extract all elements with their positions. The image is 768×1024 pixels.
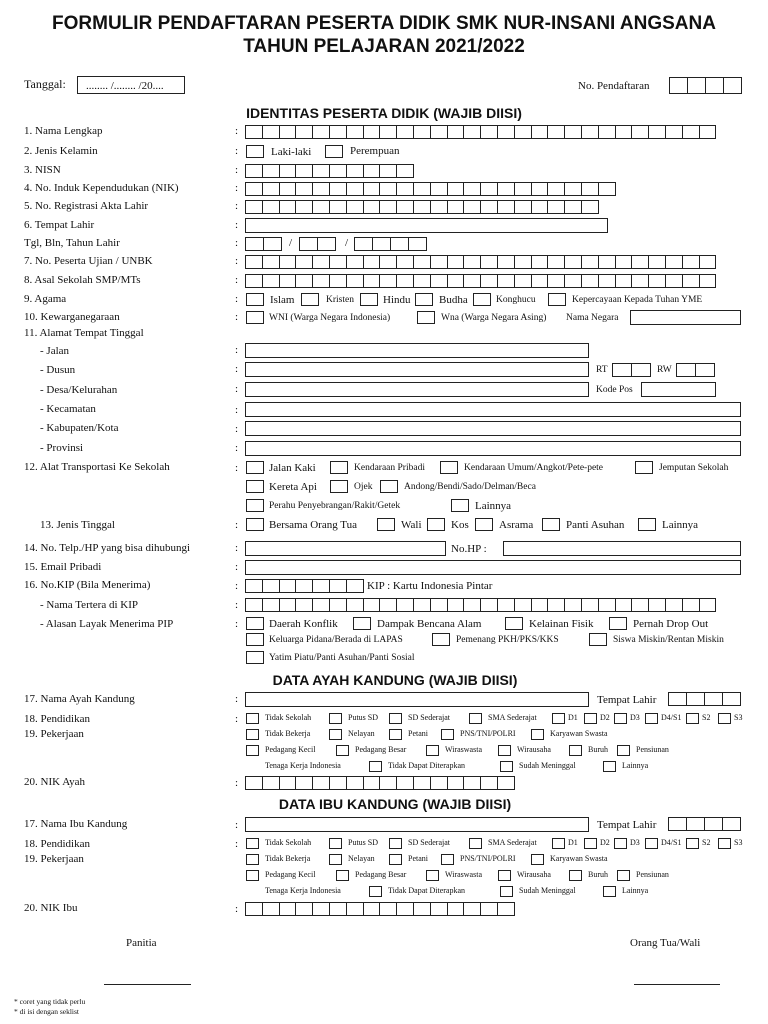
ayah-option-petani: Petani: [408, 729, 428, 738]
checkbox-yatim[interactable]: [246, 651, 264, 664]
colon: :: [235, 819, 239, 831]
option-asrama: Asrama: [499, 519, 534, 531]
label-alamat: 11. Alamat Tempat Tinggal: [24, 327, 144, 339]
label-kewarganegaraan: 10. Kewarganegaraan: [24, 311, 120, 323]
ibu-option-putus-sd: Putus SD: [348, 838, 379, 847]
ayah-option-putus-sd: Putus SD: [348, 713, 379, 722]
footnote-1: * coret yang tidak perlu: [14, 997, 86, 1006]
ibu-option-wiraswasta: Wiraswasta: [445, 870, 482, 879]
ayah-checkbox-pedagang-kecil[interactable]: [246, 745, 259, 756]
checkbox-jemputan[interactable]: [635, 461, 653, 474]
colon: :: [235, 311, 239, 323]
ibu-checkbox-d2[interactable]: [584, 838, 597, 849]
ayah-option-wirausaha: Wirausaha: [517, 745, 551, 754]
checkbox-laki[interactable]: [246, 145, 264, 158]
ibu-checkbox-nelayan[interactable]: [329, 854, 342, 865]
ibu-option-tki: Tenaga Kerja Indonesia: [265, 886, 341, 895]
label-alasan-pip: - Alasan Layak Menerima PIP: [40, 618, 174, 630]
kecamatan-field[interactable]: [245, 402, 741, 417]
ayah-checkbox-pedagang-besar[interactable]: [336, 745, 349, 756]
label-no-hp: No.HP :: [451, 543, 487, 555]
colon: :: [235, 519, 239, 531]
kode-pos-field[interactable]: [641, 382, 716, 397]
ayah-option-d3: D3: [630, 713, 640, 722]
ayah-checkbox-d2[interactable]: [584, 713, 597, 724]
option-wna: Wna (Warga Negara Asing): [441, 313, 547, 323]
label-kip: 16. No.KIP (Bila Menerima): [24, 579, 151, 591]
label-nama-ibu: 17. Nama Ibu Kandung: [24, 818, 128, 830]
label-nama: 1. Nama Lengkap: [24, 125, 103, 137]
ibu-option-pedagang-kecil: Pedagang Kecil: [265, 870, 316, 879]
ibu-option-s3: S3: [734, 838, 743, 847]
nik-ibu-grid[interactable]: [245, 902, 514, 916]
label-nisn: 3. NISN: [24, 164, 61, 176]
bln-grid[interactable]: [299, 237, 335, 251]
ayah-checkbox-d1[interactable]: [552, 713, 565, 724]
no-pendaftaran-grid[interactable]: [669, 77, 741, 94]
colon: :: [235, 182, 239, 194]
ibu-checkbox-pensiunan[interactable]: [617, 870, 630, 881]
colon: :: [235, 693, 239, 705]
option-wni: WNI (Warga Negara Indonesia): [269, 313, 391, 323]
ayah-checkbox-wiraswasta[interactable]: [426, 745, 439, 756]
nama-ayah-field[interactable]: [245, 692, 589, 707]
rt-grid[interactable]: [612, 363, 650, 377]
ibu-checkbox-tidak-bekerja[interactable]: [246, 854, 259, 865]
label-kecamatan: - Kecamatan: [40, 403, 96, 415]
colon: :: [235, 423, 239, 435]
colon: :: [235, 777, 239, 789]
option-kereta: Kereta Api: [269, 481, 317, 493]
ayah-option-s2: S2: [702, 713, 711, 722]
checkbox-kereta[interactable]: [246, 480, 264, 493]
ibu-option-d1: D1: [568, 838, 578, 847]
footnote-2: * di isi dengan seklist: [14, 1007, 79, 1016]
ibu-option-pns: PNS/TNI/POLRI: [460, 854, 516, 863]
ayah-option-tidak-bekerja: Tidak Bekerja: [265, 729, 311, 738]
signature-panitia-label: Panitia: [126, 937, 157, 949]
ayah-checkbox-putus-sd[interactable]: [329, 713, 342, 724]
ayah-checkbox-pensiunan[interactable]: [617, 745, 630, 756]
label-tgl-lahir: Tgl, Bln, Tahun Lahir: [24, 237, 120, 249]
checkbox-wna[interactable]: [417, 311, 435, 324]
tanggal-value: ........ /........ /20....: [86, 80, 164, 92]
unbk-grid[interactable]: [245, 255, 715, 269]
option-perahu: Perahu Penyebrangan/Rakit/Getek: [269, 501, 401, 511]
ibu-option-pedagang-besar: Pedagang Besar: [355, 870, 407, 879]
option-lapas: Keluarga Pidana/Berada di LAPAS: [269, 635, 403, 645]
colon: :: [235, 145, 239, 157]
ibu-checkbox-d1[interactable]: [552, 838, 565, 849]
ibu-option-swasta: Karyawan Swasta: [550, 854, 608, 863]
checkbox-miskin[interactable]: [589, 633, 607, 646]
ibu-checkbox-pns[interactable]: [441, 854, 454, 865]
option-konghucu: Konghucu: [496, 295, 536, 305]
colon: :: [235, 293, 239, 305]
checkbox-kos[interactable]: [427, 518, 445, 531]
tempat-lahir-ibu-grid[interactable]: [668, 817, 740, 831]
label-desa: - Desa/Kelurahan: [40, 384, 118, 396]
label-agama: 9. Agama: [24, 293, 67, 305]
email-field[interactable]: [245, 560, 741, 575]
telp-field[interactable]: [245, 541, 446, 556]
asal-sekolah-grid[interactable]: [245, 274, 715, 288]
tempat-lahir-ayah-grid[interactable]: [668, 692, 740, 706]
label-jalan: - Jalan: [40, 345, 70, 357]
colon: :: [235, 237, 239, 249]
section-ayah: DATA AYAH KANDUNG (WAJIB DIISI): [272, 672, 518, 688]
option-daerah-konflik: Daerah Konflik: [269, 618, 338, 630]
checkbox-andong[interactable]: [380, 480, 398, 493]
option-pkh: Pemenang PKH/PKS/KKS: [456, 635, 559, 645]
signature-line-panitia: [104, 984, 191, 985]
ayah-checkbox-wirausaha[interactable]: [498, 745, 511, 756]
tgl-grid[interactable]: [245, 237, 281, 251]
ibu-option-d3: D3: [630, 838, 640, 847]
ayah-checkbox-nelayan[interactable]: [329, 729, 342, 740]
ibu-option-d2: D2: [600, 838, 610, 847]
colon: :: [235, 542, 239, 554]
ayah-checkbox-tidak-sekolah[interactable]: [246, 713, 259, 724]
jalan-field[interactable]: [245, 343, 589, 358]
label-rt: RT: [596, 365, 608, 375]
label-asal-sekolah: 8. Asal Sekolah SMP/MTs: [24, 274, 141, 286]
checkbox-kendaraan-pribadi[interactable]: [330, 461, 348, 474]
ibu-checkbox-buruh[interactable]: [569, 870, 582, 881]
section-identitas: IDENTITAS PESERTA DIDIK (WAJIB DIISI): [246, 105, 522, 121]
option-bersama-ortu: Bersama Orang Tua: [269, 519, 357, 531]
no-hp-field[interactable]: [503, 541, 741, 556]
option-perempuan: Perempuan: [350, 145, 400, 157]
signature-line-ortu: [634, 984, 720, 985]
label-nik: 4. No. Induk Kependudukan (NIK): [24, 182, 179, 194]
ayah-checkbox-petani[interactable]: [389, 729, 402, 740]
label-transportasi: 12. Alat Transportasi Ke Sekolah: [24, 461, 170, 473]
label-nik-ibu: 20. NIK Ibu: [24, 902, 78, 914]
ayah-checkbox-lainnya[interactable]: [603, 761, 616, 772]
option-tinggal-lainnya: Lainnya: [662, 519, 699, 531]
checkbox-perempuan[interactable]: [325, 145, 343, 158]
ibu-checkbox-sma[interactable]: [469, 838, 482, 849]
ibu-option-meninggal: Sudah Meninggal: [519, 886, 576, 895]
checkbox-islam[interactable]: [246, 293, 264, 306]
ibu-option-tidak-dapat: Tidak Dapat Diterapkan: [388, 886, 466, 895]
label-akta: 5. No. Registrasi Akta Lahir: [24, 200, 149, 212]
ibu-checkbox-swasta[interactable]: [531, 854, 544, 865]
ibu-checkbox-wirausaha[interactable]: [498, 870, 511, 881]
ibu-checkbox-putus-sd[interactable]: [329, 838, 342, 849]
ibu-option-d4s1: D4/S1: [661, 838, 682, 847]
option-drop-out: Pernah Drop Out: [633, 618, 709, 630]
akta-grid[interactable]: [245, 200, 598, 214]
label-jenis-tinggal: 13. Jenis Tinggal: [40, 519, 115, 531]
section-ibu: DATA IBU KANDUNG (WAJIB DIISI): [278, 796, 512, 812]
colon: :: [235, 383, 239, 395]
ayah-checkbox-sma[interactable]: [469, 713, 482, 724]
label-telp: 14. No. Telp./HP yang bisa dihubungi: [24, 542, 191, 554]
nisn-grid[interactable]: [245, 164, 413, 178]
ayah-checkbox-buruh[interactable]: [569, 745, 582, 756]
ayah-option-meninggal: Sudah Meninggal: [519, 761, 576, 770]
checkbox-lapas[interactable]: [246, 633, 264, 646]
colon: :: [235, 164, 239, 176]
colon: :: [235, 344, 239, 356]
ibu-checkbox-d4s1[interactable]: [645, 838, 658, 849]
label-tempat-lahir: 6. Tempat Lahir: [24, 219, 95, 231]
colon: :: [235, 838, 239, 850]
label-nama-ayah: 17. Nama Ayah Kandung: [24, 693, 135, 705]
label-email: 15. Email Pribadi: [24, 561, 102, 573]
checkbox-budha[interactable]: [415, 293, 433, 306]
ayah-option-pns: PNS/TNI/POLRI: [460, 729, 516, 738]
ayah-checkbox-d3[interactable]: [614, 713, 627, 724]
label-pekerjaan-ibu: 19. Pekerjaan: [24, 853, 84, 865]
checkbox-wali[interactable]: [377, 518, 395, 531]
label-nama-kip: - Nama Tertera di KIP: [40, 599, 138, 611]
checkbox-asrama[interactable]: [475, 518, 493, 531]
checkbox-ojek[interactable]: [330, 480, 348, 493]
colon: :: [235, 255, 239, 267]
option-jemputan: Jemputan Sekolah: [659, 463, 729, 473]
option-kelainan-fisik: Kelainan Fisik: [529, 618, 594, 630]
colon: :: [235, 561, 239, 573]
provinsi-field[interactable]: [245, 441, 741, 456]
option-hindu: Hindu: [383, 294, 411, 306]
ibu-checkbox-wiraswasta[interactable]: [426, 870, 439, 881]
ayah-option-lainnya: Lainnya: [622, 761, 649, 770]
ibu-checkbox-tidak-sekolah[interactable]: [246, 838, 259, 849]
checkbox-drop-out[interactable]: [609, 617, 627, 630]
nama-kip-grid[interactable]: [245, 598, 715, 612]
ibu-option-pensiunan: Pensiunan: [636, 870, 669, 879]
dusun-field[interactable]: [245, 362, 589, 377]
ayah-option-wiraswasta: Wiraswasta: [445, 745, 482, 754]
colon: :: [235, 200, 239, 212]
checkbox-hindu[interactable]: [360, 293, 378, 306]
ayah-checkbox-tidak-dapat[interactable]: [369, 761, 382, 772]
kabupaten-field[interactable]: [245, 421, 741, 436]
label-jenis-kelamin: 2. Jenis Kelamin: [24, 145, 98, 157]
option-wali: Wali: [401, 519, 422, 531]
label-tempat-lahir-ayah: Tempat Lahir: [597, 694, 657, 706]
ayah-checkbox-s2[interactable]: [686, 713, 699, 724]
ayah-option-pensiunan: Pensiunan: [636, 745, 669, 754]
thn-grid[interactable]: [354, 237, 426, 251]
ibu-checkbox-s2[interactable]: [686, 838, 699, 849]
ayah-option-d2: D2: [600, 713, 610, 722]
ibu-checkbox-meninggal[interactable]: [500, 886, 513, 897]
option-transport-lainnya: Lainnya: [475, 500, 512, 512]
colon: :: [235, 713, 239, 725]
ibu-checkbox-pedagang-besar[interactable]: [336, 870, 349, 881]
desa-field[interactable]: [245, 382, 589, 397]
option-kepercayaan: Kepercayaan Kepada Tuhan YME: [572, 295, 703, 305]
ayah-checkbox-pns[interactable]: [441, 729, 454, 740]
ayah-option-buruh: Buruh: [588, 745, 608, 754]
colon: :: [235, 274, 239, 286]
ayah-checkbox-swasta[interactable]: [531, 729, 544, 740]
ibu-checkbox-tidak-dapat[interactable]: [369, 886, 382, 897]
ibu-option-sd: SD Sederajat: [408, 838, 450, 847]
ibu-checkbox-s3[interactable]: [718, 838, 731, 849]
checkbox-kendaraan-umum[interactable]: [440, 461, 458, 474]
option-kos: Kos: [451, 519, 469, 531]
tanggal-field[interactable]: [77, 76, 185, 94]
label-nik-ayah: 20. NIK Ayah: [24, 776, 86, 788]
ayah-option-s3: S3: [734, 713, 743, 722]
colon: :: [235, 219, 239, 231]
ayah-option-d4s1: D4/S1: [661, 713, 682, 722]
form-title-line1: FORMULIR PENDAFTARAN PESERTA DIDIK SMK NUR-INSANI ANGSANA: [52, 13, 716, 34]
label-nama-negara: Nama Negara: [566, 313, 619, 323]
ibu-checkbox-pedagang-kecil[interactable]: [246, 870, 259, 881]
ibu-option-tidak-sekolah: Tidak Sekolah: [265, 838, 312, 847]
option-kristen: Kristen: [326, 295, 354, 305]
ayah-option-tidak-sekolah: Tidak Sekolah: [265, 713, 312, 722]
option-jalan-kaki: Jalan Kaki: [269, 462, 316, 474]
ayah-option-d1: D1: [568, 713, 578, 722]
option-panti: Panti Asuhan: [566, 519, 625, 531]
option-andong: Andong/Bendi/Sado/Delman/Beca: [404, 482, 536, 492]
label-rw: RW: [657, 365, 672, 375]
ibu-option-nelayan: Nelayan: [348, 854, 375, 863]
label-pekerjaan-ayah: 19. Pekerjaan: [24, 728, 84, 740]
ayah-checkbox-tidak-bekerja[interactable]: [246, 729, 259, 740]
colon: :: [235, 462, 239, 474]
ayah-option-sma: SMA Sederajat: [488, 713, 537, 722]
option-miskin: Siswa Miskin/Rentan Miskin: [613, 635, 724, 645]
label-unbk: 7. No. Peserta Ujian / UNBK: [24, 255, 153, 267]
checkbox-kelainan-fisik[interactable]: [505, 617, 523, 630]
ayah-checkbox-meninggal[interactable]: [500, 761, 513, 772]
slash: /: [345, 237, 349, 249]
colon: :: [235, 599, 239, 611]
ayah-option-tki: Tenaga Kerja Indonesia: [265, 761, 341, 770]
ayah-checkbox-sd[interactable]: [389, 713, 402, 724]
nik-ayah-grid[interactable]: [245, 776, 514, 790]
checkbox-tinggal-lainnya[interactable]: [638, 518, 656, 531]
tanggal-label: Tanggal:: [24, 77, 66, 91]
no-pendaftaran-label: No. Pendaftaran: [578, 80, 650, 92]
label-tempat-lahir-ibu: Tempat Lahir: [597, 819, 657, 831]
ibu-option-tidak-bekerja: Tidak Bekerja: [265, 854, 311, 863]
option-kendaraan-pribadi: Kendaraan Pribadi: [354, 463, 425, 473]
checkbox-pkh[interactable]: [432, 633, 450, 646]
label-pendidikan-ibu: 18. Pendidikan: [24, 838, 90, 850]
kip-note: KIP : Kartu Indonesia Pintar: [367, 580, 493, 592]
nama-ibu-field[interactable]: [245, 817, 589, 832]
checkbox-daerah-konflik[interactable]: [246, 617, 264, 630]
ayah-option-pedagang-besar: Pedagang Besar: [355, 745, 407, 754]
option-laki: Laki-laki: [271, 146, 312, 158]
checkbox-bersama-ortu[interactable]: [246, 518, 264, 531]
colon: :: [235, 125, 239, 137]
option-islam: Islam: [270, 294, 295, 306]
option-budha: Budha: [439, 294, 468, 306]
checkbox-transport-lainnya[interactable]: [451, 499, 469, 512]
colon: :: [235, 404, 239, 416]
ibu-option-sma: SMA Sederajat: [488, 838, 537, 847]
ibu-option-s2: S2: [702, 838, 711, 847]
ibu-option-wirausaha: Wirausaha: [517, 870, 551, 879]
ayah-checkbox-s3[interactable]: [718, 713, 731, 724]
form-title-line2: TAHUN PELAJARAN 2021/2022: [243, 36, 525, 57]
ibu-checkbox-sd[interactable]: [389, 838, 402, 849]
kip-grid[interactable]: [245, 579, 363, 593]
nama-grid[interactable]: [245, 125, 715, 139]
rw-grid[interactable]: [676, 363, 714, 377]
checkbox-konghucu[interactable]: [473, 293, 491, 306]
ayah-option-swasta: Karyawan Swasta: [550, 729, 608, 738]
checkbox-perahu[interactable]: [246, 499, 264, 512]
checkbox-kepercayaan[interactable]: [548, 293, 566, 306]
ibu-option-petani: Petani: [408, 854, 428, 863]
ibu-option-buruh: Buruh: [588, 870, 608, 879]
option-ojek: Ojek: [354, 482, 373, 492]
label-pendidikan-ayah: 18. Pendidikan: [24, 713, 90, 725]
slash: /: [289, 237, 293, 249]
colon: :: [235, 618, 239, 630]
checkbox-jalan-kaki[interactable]: [246, 461, 264, 474]
option-yatim: Yatim Piatu/Panti Asuhan/Panti Sosial: [269, 653, 415, 663]
signature-ortu-label: Orang Tua/Wali: [630, 937, 701, 949]
ibu-option-lainnya: Lainnya: [622, 886, 649, 895]
ibu-checkbox-lainnya[interactable]: [603, 886, 616, 897]
label-provinsi: - Provinsi: [40, 442, 84, 454]
colon: :: [235, 442, 239, 454]
checkbox-bencana[interactable]: [353, 617, 371, 630]
ayah-option-pedagang-kecil: Pedagang Kecil: [265, 745, 316, 754]
nik-grid[interactable]: [245, 182, 615, 196]
colon: :: [235, 363, 239, 375]
option-kendaraan-umum: Kendaraan Umum/Angkot/Pete-pete: [464, 463, 604, 473]
label-kode-pos: Kode Pos: [596, 385, 633, 395]
ibu-checkbox-d3[interactable]: [614, 838, 627, 849]
label-dusun: - Dusun: [40, 364, 76, 376]
tempat-lahir-field[interactable]: [245, 218, 608, 233]
checkbox-kristen[interactable]: [301, 293, 319, 306]
label-kabupaten: - Kabupaten/Kota: [40, 422, 119, 434]
checkbox-panti[interactable]: [542, 518, 560, 531]
colon: :: [235, 580, 239, 592]
ayah-checkbox-d4s1[interactable]: [645, 713, 658, 724]
nama-negara-field[interactable]: [630, 310, 741, 325]
ayah-option-sd: SD Sederajat: [408, 713, 450, 722]
ayah-option-tidak-dapat: Tidak Dapat Diterapkan: [388, 761, 466, 770]
ibu-checkbox-petani[interactable]: [389, 854, 402, 865]
option-bencana: Dampak Bencana Alam: [377, 618, 482, 630]
ayah-option-nelayan: Nelayan: [348, 729, 375, 738]
colon: :: [235, 903, 239, 915]
checkbox-wni[interactable]: [246, 311, 264, 324]
